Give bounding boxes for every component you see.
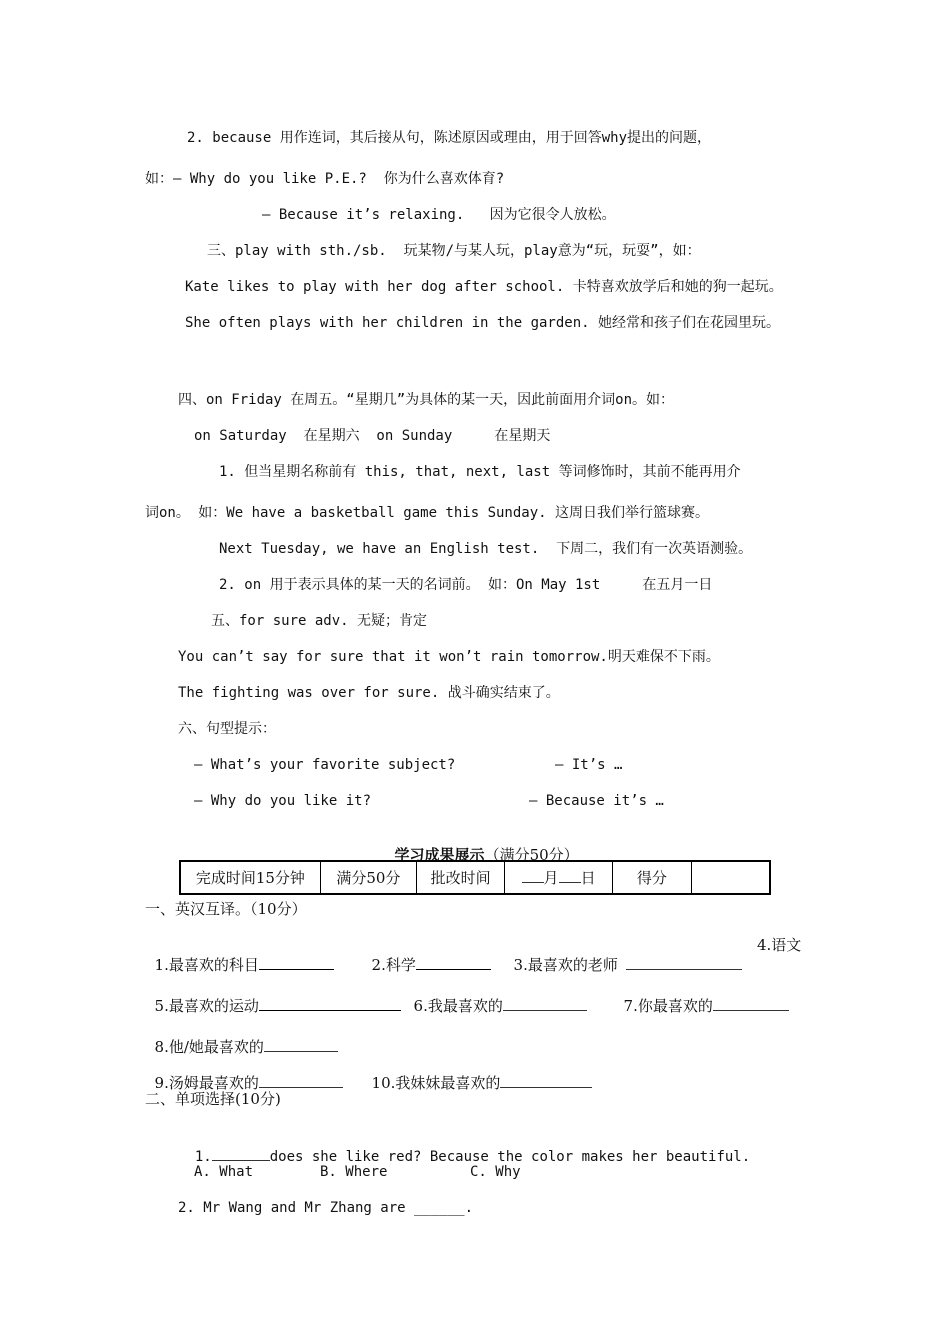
vocab-item-label: 3.最喜欢的老师 [513,956,618,974]
vocab-item-5 [145,976,401,1016]
answer-blank[interactable] [259,1073,343,1088]
part1-title: 一、英汉互译。（10分） [145,900,307,918]
mc-option-c[interactable]: C. Why [470,1164,521,1180]
vocab-item-label: 1.最喜欢的科目 [154,956,259,974]
date-cell[interactable] [505,861,612,894]
vocab-item-label: 9.汤姆最喜欢的 [154,1074,259,1092]
day-blank[interactable] [559,868,581,883]
section5-title: 五、for sure adv. 无疑；肯定 [211,613,428,629]
vocab-item-label: 10.我妹妹最喜欢的 [371,1074,501,1092]
section3-title: 三、play with sth./sb. 玩某物/与某人玩，play意为“玩，玩耍”，如： [207,243,701,259]
answer-blank[interactable] [259,955,334,970]
section5-example2: The fighting was over for sure. 战斗确实结束了。 [178,685,560,701]
score-label-cell: 得分 [612,861,691,894]
vocab-item-label: 7.你最喜欢的 [623,997,713,1015]
vocab-item-label: 6.我最喜欢的 [413,997,503,1015]
pattern-question1: — What’s your favorite subject? [194,757,456,773]
question-number: 1. [194,1149,212,1165]
section3-example2: She often plays with her children in the garden. 她经常和孩子们在花园里玩。 [185,315,781,331]
mc-option-b[interactable]: B. Where [320,1164,388,1180]
part2-title: 二、单项选择(10分) [145,1090,281,1108]
vocab-item-6 [404,976,587,1016]
vocab-item-9 [145,1053,343,1093]
vocab-item-label: 2.科学 [371,956,416,974]
note-because-line3: — Because it’s relaxing. 因为它很令人放松。 [262,207,616,223]
score-table [179,860,771,895]
month-label: 月 [543,869,559,887]
answer-blank[interactable] [212,1146,270,1161]
answer-blank[interactable] [259,996,401,1011]
answer-blank[interactable] [626,955,742,970]
answer-blank[interactable] [264,1037,338,1052]
full-score-cell: 满分50分 [320,861,416,894]
section4-example: on Saturday 在星期六 on Sunday 在星期天 [194,428,551,444]
section5-example1: You can’t say for sure that it won’t rain tomorrow.明天难保不下雨。 [178,649,720,665]
section4-note2: 2. on 用于表示具体的某一天的名词前。 如：On May 1st 在五月一日 [219,577,713,593]
vocab-item-label: 8.他/她最喜欢的 [154,1038,264,1056]
vocab-item-2 [362,935,491,975]
pattern-answer1: — It’s … [555,757,623,773]
vocab-item-3 [504,935,742,975]
results-title: 学习成果展示 [394,846,485,864]
section3-example1: Kate likes to play with her dog after school. 卡特喜欢放学后和她的狗一起玩。 [185,279,783,295]
note-because-line1: 2. because 用作连词，其后接从句，陈述原因或理由，用于回答why提出的问题， [187,130,712,146]
mc-question-2: 2. Mr Wang and Mr Zhang are ______. [178,1200,474,1216]
day-label: 日 [580,869,596,887]
results-heading [385,825,579,865]
section4-title: 四、on Friday 在周五。“星期几”为具体的某一天，因此前面用介词on。如： [178,392,675,408]
answer-blank[interactable] [416,955,491,970]
time-limit-cell: 完成时间15分钟 [180,861,320,894]
answer-blank[interactable] [500,1073,592,1088]
vocab-item-label: 5.最喜欢的运动 [154,997,259,1015]
question-text: does she like red? Because the color makes her beautiful. [269,1149,751,1165]
score-value-cell[interactable] [691,861,770,894]
vocab-item-8 [145,1017,338,1057]
section4-note1-line3: Next Tuesday, we have an English test. 下周二，我们有一次英语测验。 [219,541,753,557]
pattern-question2: — Why do you like it? [194,793,372,809]
vocab-item-7 [614,976,789,1016]
grading-time-cell: 批改时间 [416,861,504,894]
answer-blank[interactable] [713,996,789,1011]
mc-option-a[interactable]: A. What [194,1164,254,1180]
pattern-answer2: — Because it’s … [529,793,664,809]
vocab-item-1 [145,935,334,975]
vocab-item-10 [362,1053,592,1093]
section6-title: 六、句型提示： [178,721,276,737]
mc-question-1 [178,1126,750,1167]
results-full-score-note: （满分50分） [484,846,579,864]
section4-note1-line1: 1. 但当星期名称前有 this, that, next, last 等词修饰时，其前不能再用介 [219,464,741,480]
section4-note1-line2: 词on。 如：We have a basketball game this Sunday. 这周日我们举行篮球赛。 [145,505,710,521]
vocab-item-4: 4.语文 [757,936,802,954]
month-blank[interactable] [522,868,544,883]
answer-blank[interactable] [503,996,587,1011]
note-because-line2: 如：— Why do you like P.E.? 你为什么喜欢体育? [145,171,505,187]
